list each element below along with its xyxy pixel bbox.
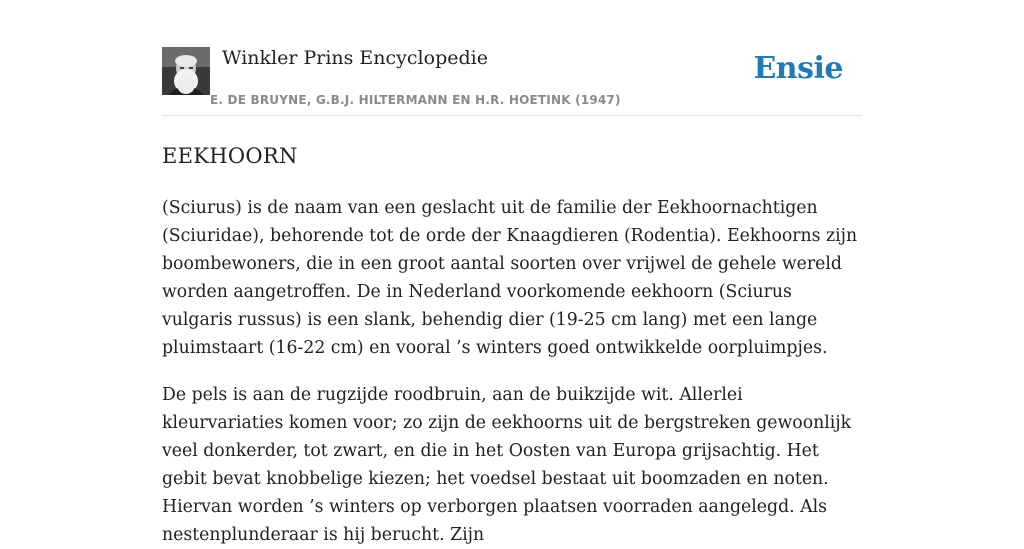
entry-paragraph-2: De pels is aan de rugzijde roodbruin, aan de buikzijde wit. Allerlei kleurvariaties komen voor; zo zijn de eekhoorns uit de bergstreken gewoonlijk veel donkerder, tot zwart, en die in het Oosten van Europa grijsachtig. Het gebit bevat knobbelige kiezen; het voedsel bestaat uit boomzaden en noten. Hiervan worden ’s winters op verborgen plaatsen voorraden aangelegd. Als nestenplunderaar is hij berucht. Zijn <box>162 385 852 545</box>
entry-title: EEKHOORN <box>162 144 298 168</box>
author-avatar <box>162 47 210 95</box>
authors-line: E. DE BRUYNE, G.B.J. HILTERMANN EN H.R. HOETINK (1947) <box>210 93 621 107</box>
book-title[interactable]: Winkler Prins Encyclopedie <box>222 47 488 69</box>
ensie-logo-link[interactable]: Ensie <box>753 51 843 86</box>
entry-paragraph-1: (Sciurus) is de naam van een geslacht uit de familie der Eekhoornachtigen (Sciuridae), behorende tot de orde der Knaagdieren (Rodentia). Eekhoorns zijn boombewoners, die in een groot aantal soorten over vrijwel de gehele wereld worden aangetroffen. De in Nederland voorkomende eekhoorn (Sciurus vulgaris russus) is een slank, behendig dier (19-25 cm lang) met een lange pluimstaart (16-22 cm) en vooral ’s winters goed ontwikkelde oorpluimpjes. <box>162 198 858 358</box>
page-header <box>162 0 862 116</box>
content-column <box>162 0 862 549</box>
portrait-icon <box>162 47 210 95</box>
